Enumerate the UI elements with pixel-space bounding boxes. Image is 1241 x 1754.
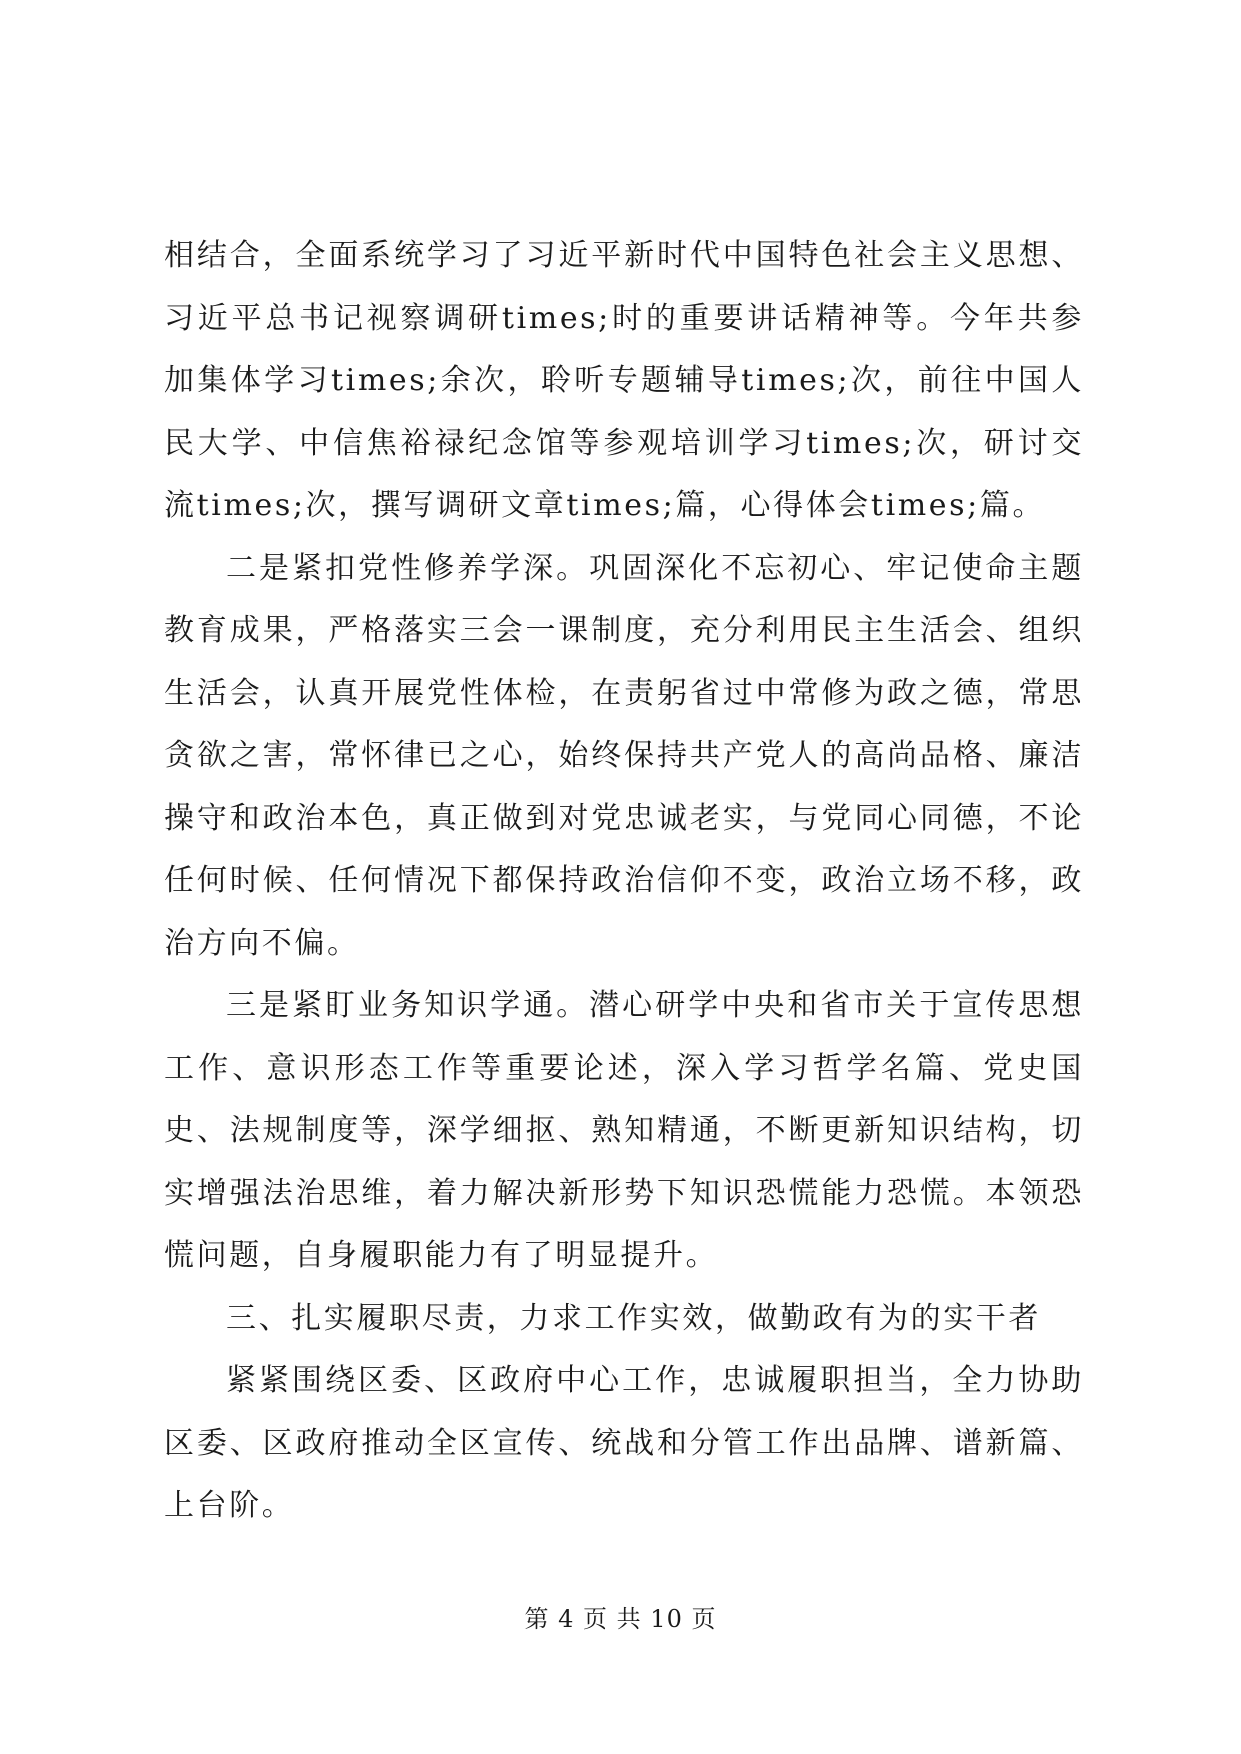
- paragraph-business-knowledge: 三是紧盯业务知识学通。潜心研学中央和省市关于宣传思想工作、意识形态工作等重要论述，深入学习哲学名篇、党史国史、法规制度等，深学细抠、熟知精通，不断更新知识结构，切实增强法治思维，着力解决新形势下知识恐慌能力恐慌。本领恐慌问题，自身履职能力有了明显提升。: [164, 988, 1084, 1273]
- paragraph-continuation: 相结合，全面系统学习了习近平新时代中国特色社会主义思想、习近平总书记视察调研times;时的重要讲话精神等。今年共参加集体学习times;余次，聆听专题辅导times;次，前往中国人民大学、中信焦裕禄纪念馆等参观培训学习times;次，研讨交流times;次，撰写调研文章times;篇，心得体会times;篇。: [164, 238, 1084, 523]
- paragraph-party-spirit: 二是紧扣党性修养学深。巩固深化不忘初心、牢记使命主题教育成果，严格落实三会一课制度，充分利用民主生活会、组织生活会，认真开展党性体检，在责躬省过中常修为政之德，常思贪欲之害，常怀律已之心，始终保持共产党人的高尚品格、廉洁操守和政治本色，真正做到对党忠诚老实，与党同心同德，不论任何时候、任何情况下都保持政治信仰不变，政治立场不移，政治方向不偏。: [164, 550, 1084, 961]
- paragraph-work-focus: 紧紧围绕区委、区政府中心工作，忠诚履职担当，全力协助区委、区政府推动全区宣传、统战和分管工作出品牌、谱新篇、上台阶。: [164, 1363, 1084, 1523]
- document-body: [164, 225, 1084, 1538]
- section-heading-three: 三、扎实履职尽责，力求工作实效，做勤政有为的实干者: [226, 1300, 1041, 1336]
- page-number-footer: 第 4 页 共 10 页: [524, 1605, 717, 1633]
